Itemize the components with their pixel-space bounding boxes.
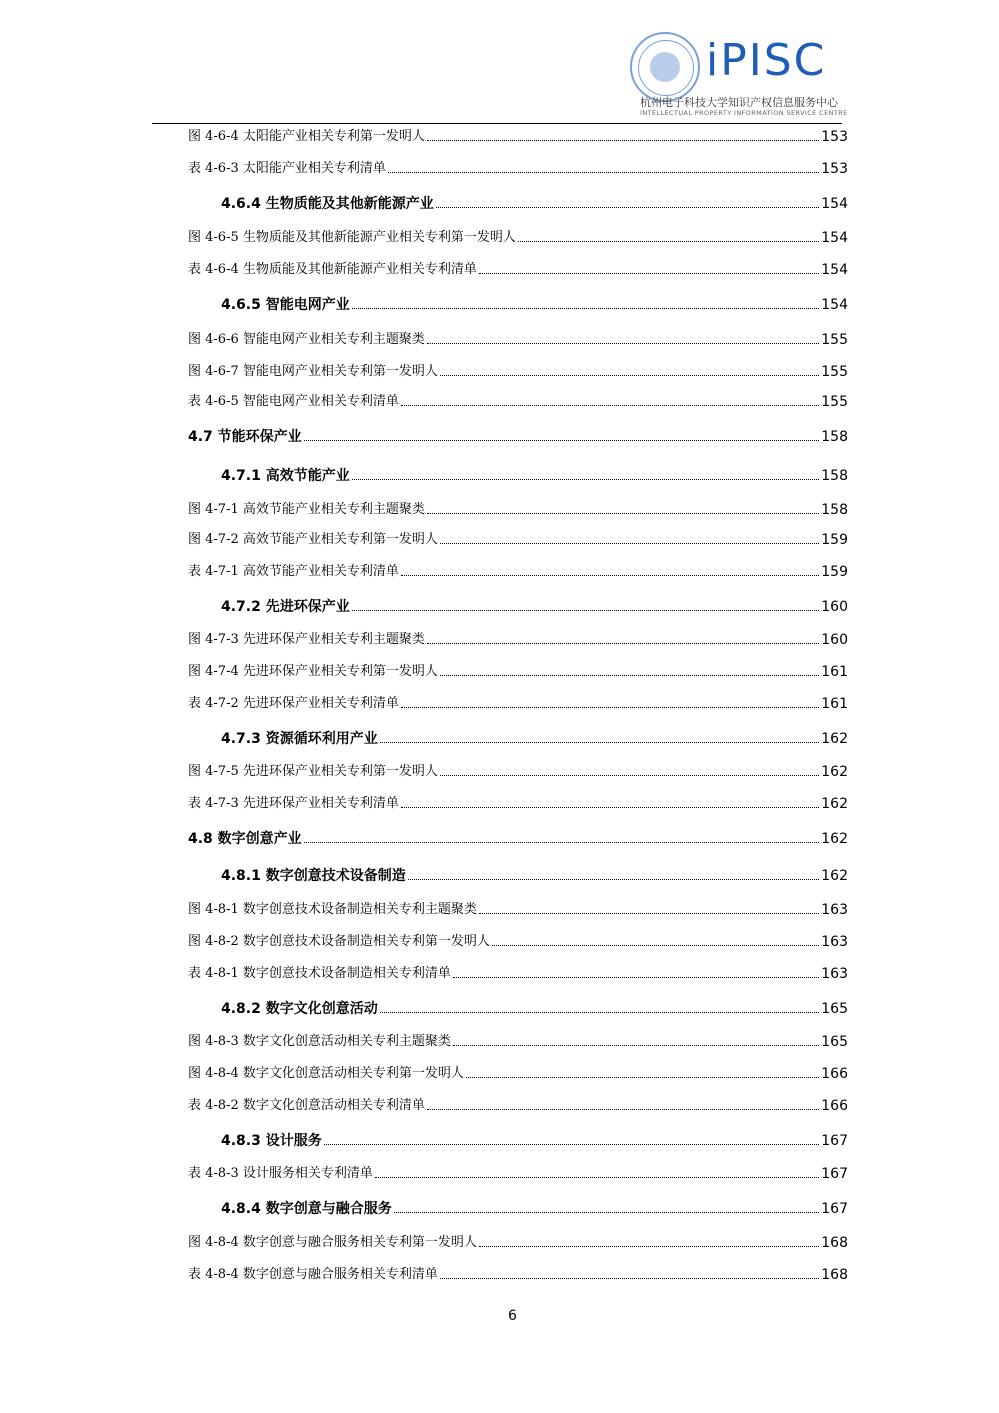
toc-leader-dots bbox=[479, 913, 819, 914]
toc-leader-dots bbox=[324, 1144, 820, 1145]
toc-entry-label: 图 4-7-1 高效节能产业相关专利主题聚类 bbox=[188, 502, 425, 517]
toc-entry-label: 图 4-8-4 数字创意与融合服务相关专利第一发明人 bbox=[188, 1235, 477, 1250]
toc-entry[interactable] bbox=[221, 727, 848, 747]
toc-entry[interactable] bbox=[188, 1263, 848, 1283]
toc-entry[interactable] bbox=[188, 125, 848, 145]
toc-entry[interactable] bbox=[188, 498, 848, 518]
toc-entry[interactable] bbox=[221, 293, 848, 313]
toc-entry-page: 162 bbox=[821, 731, 848, 747]
toc-entry-label: 表 4-7-1 高效节能产业相关专利清单 bbox=[188, 564, 399, 579]
toc-entry-page: 158 bbox=[821, 429, 848, 445]
toc-leader-dots bbox=[401, 807, 819, 808]
toc-leader-dots bbox=[440, 375, 819, 376]
toc-entry[interactable] bbox=[221, 1129, 848, 1149]
toc-entry[interactable] bbox=[188, 528, 848, 548]
toc-leader-dots bbox=[380, 1012, 820, 1013]
toc-entry-label: 表 4-8-1 数字创意技术设备制造相关专利清单 bbox=[188, 966, 451, 981]
toc-leader-dots bbox=[453, 977, 819, 978]
toc-entry-label: 表 4-8-4 数字创意与融合服务相关专利清单 bbox=[188, 1267, 438, 1282]
toc-entry[interactable] bbox=[188, 560, 848, 580]
toc-entry-label: 4.6.4 生物质能及其他新能源产业 bbox=[221, 196, 434, 212]
toc-entry[interactable] bbox=[188, 827, 848, 847]
toc-leader-dots bbox=[352, 308, 820, 309]
toc-leader-dots bbox=[394, 1212, 820, 1213]
toc-entry-page: 166 bbox=[821, 1098, 848, 1114]
toc-entry[interactable] bbox=[221, 1197, 848, 1217]
toc-entry-label: 表 4-6-4 生物质能及其他新能源产业相关专利清单 bbox=[188, 262, 477, 277]
toc-leader-dots bbox=[427, 513, 819, 514]
toc-leader-dots bbox=[401, 405, 819, 406]
toc-entry[interactable] bbox=[188, 360, 848, 380]
toc-entry-page: 168 bbox=[821, 1267, 848, 1283]
toc-leader-dots bbox=[408, 879, 820, 880]
toc-leader-dots bbox=[518, 241, 819, 242]
toc-entry-page: 158 bbox=[821, 502, 848, 518]
toc-entry[interactable] bbox=[188, 692, 848, 712]
toc-entry-page: 167 bbox=[821, 1201, 848, 1217]
page-header bbox=[0, 0, 999, 125]
header-rule bbox=[152, 123, 842, 124]
toc-entry[interactable] bbox=[221, 464, 848, 484]
toc-entry-page: 162 bbox=[821, 868, 848, 884]
toc-entry[interactable] bbox=[188, 390, 848, 410]
toc-entry-page: 161 bbox=[821, 696, 848, 712]
toc-entry-page: 162 bbox=[821, 764, 848, 780]
toc-entry-page: 153 bbox=[821, 161, 848, 177]
toc-entry-label: 图 4-8-4 数字文化创意活动相关专利第一发明人 bbox=[188, 1066, 464, 1081]
toc-entry[interactable] bbox=[188, 1030, 848, 1050]
toc-entry-label: 4.7 节能环保产业 bbox=[188, 429, 302, 445]
toc-entry-page: 154 bbox=[821, 230, 848, 246]
toc-entry-page: 162 bbox=[821, 796, 848, 812]
toc-entry-label: 4.8.1 数字创意技术设备制造 bbox=[221, 868, 406, 884]
toc-entry-label: 图 4-6-4 太阳能产业相关专利第一发明人 bbox=[188, 129, 425, 144]
toc-leader-dots bbox=[401, 707, 819, 708]
toc-leader-dots bbox=[440, 775, 819, 776]
toc-entry-page: 167 bbox=[821, 1166, 848, 1182]
toc-entry[interactable] bbox=[188, 660, 848, 680]
toc-leader-dots bbox=[427, 1109, 819, 1110]
toc-leader-dots bbox=[466, 1077, 819, 1078]
toc-leader-dots bbox=[427, 643, 819, 644]
toc-entry-label: 4.8.4 数字创意与融合服务 bbox=[221, 1201, 392, 1217]
toc-entry[interactable] bbox=[188, 792, 848, 812]
toc-leader-dots bbox=[453, 1045, 819, 1046]
toc-entry[interactable] bbox=[188, 226, 848, 246]
toc-leader-dots bbox=[427, 140, 819, 141]
toc-entry-page: 165 bbox=[821, 1001, 848, 1017]
toc-entry[interactable] bbox=[188, 1231, 848, 1251]
toc-entry-page: 154 bbox=[821, 262, 848, 278]
toc-entry-label: 4.8.3 设计服务 bbox=[221, 1133, 322, 1149]
university-seal-icon bbox=[630, 32, 700, 102]
toc-entry[interactable] bbox=[188, 930, 848, 950]
toc-leader-dots bbox=[440, 675, 819, 676]
toc-entry-page: 161 bbox=[821, 664, 848, 680]
page-number: 6 bbox=[508, 1308, 517, 1324]
toc-entry[interactable] bbox=[188, 962, 848, 982]
toc-entry[interactable] bbox=[188, 898, 848, 918]
toc-entry-page: 167 bbox=[821, 1133, 848, 1149]
toc-entry[interactable] bbox=[188, 1162, 848, 1182]
toc-leader-dots bbox=[375, 1177, 819, 1178]
toc-entry-label: 表 4-8-2 数字文化创意活动相关专利清单 bbox=[188, 1098, 425, 1113]
toc-leader-dots bbox=[440, 543, 819, 544]
toc-entry-page: 160 bbox=[821, 599, 848, 615]
toc-entry[interactable] bbox=[221, 997, 848, 1017]
toc-entry-label: 4.8 数字创意产业 bbox=[188, 831, 302, 847]
toc-entry-page: 160 bbox=[821, 632, 848, 648]
toc-entry-label: 图 4-6-7 智能电网产业相关专利第一发明人 bbox=[188, 364, 438, 379]
toc-entry[interactable] bbox=[188, 425, 848, 445]
toc-entry[interactable] bbox=[221, 192, 848, 212]
toc-entry-label: 图 4-6-5 生物质能及其他新能源产业相关专利第一发明人 bbox=[188, 230, 516, 245]
toc-entry-label: 4.7.3 资源循环利用产业 bbox=[221, 731, 378, 747]
toc-entry-page: 159 bbox=[821, 564, 848, 580]
toc-entry-page: 153 bbox=[821, 129, 848, 145]
toc-entry-label: 图 4-7-5 先进环保产业相关专利第一发明人 bbox=[188, 764, 438, 779]
toc-entry[interactable] bbox=[188, 328, 848, 348]
toc-entry-page: 155 bbox=[821, 364, 848, 380]
toc-entry-label: 4.6.5 智能电网产业 bbox=[221, 297, 350, 313]
toc-entry-label: 图 4-8-3 数字文化创意活动相关专利主题聚类 bbox=[188, 1034, 451, 1049]
org-name-en: INTELLECTUAL PROPERTY INFORMATION SERVICE CENTRE bbox=[640, 109, 848, 117]
toc-entry-label: 表 4-6-3 太阳能产业相关专利清单 bbox=[188, 161, 386, 176]
toc-leader-dots bbox=[380, 742, 820, 743]
toc-leader-dots bbox=[436, 207, 820, 208]
seal-core bbox=[650, 52, 680, 82]
toc-entry-page: 155 bbox=[821, 394, 848, 410]
toc-leader-dots bbox=[401, 575, 819, 576]
toc-entry[interactable] bbox=[188, 1094, 848, 1114]
toc-entry-page: 155 bbox=[821, 332, 848, 348]
toc-entry[interactable] bbox=[188, 157, 848, 177]
toc-entry[interactable] bbox=[221, 595, 848, 615]
toc-entry-page: 154 bbox=[821, 297, 848, 313]
toc-leader-dots bbox=[479, 273, 819, 274]
toc-entry-label: 4.7.1 高效节能产业 bbox=[221, 468, 350, 484]
toc-entry-label: 图 4-7-2 高效节能产业相关专利第一发明人 bbox=[188, 532, 438, 547]
toc-entry-page: 162 bbox=[821, 831, 848, 847]
toc-leader-dots bbox=[304, 842, 820, 843]
toc-leader-dots bbox=[352, 479, 820, 480]
toc-leader-dots bbox=[388, 172, 819, 173]
toc-entry-label: 表 4-6-5 智能电网产业相关专利清单 bbox=[188, 394, 399, 409]
toc-entry-label: 4.8.2 数字文化创意活动 bbox=[221, 1001, 378, 1017]
toc-entry-label: 图 4-7-4 先进环保产业相关专利第一发明人 bbox=[188, 664, 438, 679]
toc-entry[interactable] bbox=[188, 258, 848, 278]
toc-entry-label: 图 4-7-3 先进环保产业相关专利主题聚类 bbox=[188, 632, 425, 647]
toc-leader-dots bbox=[352, 610, 820, 611]
toc-entry-page: 158 bbox=[821, 468, 848, 484]
toc-entry-page: 163 bbox=[821, 934, 848, 950]
toc-leader-dots bbox=[492, 945, 819, 946]
toc-entry[interactable] bbox=[188, 628, 848, 648]
toc-entry-page: 154 bbox=[821, 196, 848, 212]
toc-entry-page: 165 bbox=[821, 1034, 848, 1050]
toc-entry[interactable] bbox=[221, 864, 848, 884]
toc-entry-page: 166 bbox=[821, 1066, 848, 1082]
toc-leader-dots bbox=[479, 1246, 819, 1247]
toc-leader-dots bbox=[304, 440, 820, 441]
toc-entry-page: 159 bbox=[821, 532, 848, 548]
ipisc-logo: iPISC bbox=[706, 35, 827, 86]
toc-entry[interactable] bbox=[188, 1062, 848, 1082]
toc-entry-page: 163 bbox=[821, 966, 848, 982]
toc-leader-dots bbox=[440, 1278, 819, 1279]
org-name-cn: 杭州电子科技大学知识产权信息服务中心 bbox=[640, 96, 838, 109]
toc-entry-label: 图 4-8-2 数字创意技术设备制造相关专利第一发明人 bbox=[188, 934, 490, 949]
toc-entry-label: 图 4-6-6 智能电网产业相关专利主题聚类 bbox=[188, 332, 425, 347]
toc-entry-label: 图 4-8-1 数字创意技术设备制造相关专利主题聚类 bbox=[188, 902, 477, 917]
toc-entry-label: 4.7.2 先进环保产业 bbox=[221, 599, 350, 615]
toc-entry-label: 表 4-7-3 先进环保产业相关专利清单 bbox=[188, 796, 399, 811]
toc-entry-page: 163 bbox=[821, 902, 848, 918]
toc-entry[interactable] bbox=[188, 760, 848, 780]
toc-entry-label: 表 4-7-2 先进环保产业相关专利清单 bbox=[188, 696, 399, 711]
toc-leader-dots bbox=[427, 343, 819, 344]
toc-entry-label: 表 4-8-3 设计服务相关专利清单 bbox=[188, 1166, 373, 1181]
toc-entry-page: 168 bbox=[821, 1235, 848, 1251]
